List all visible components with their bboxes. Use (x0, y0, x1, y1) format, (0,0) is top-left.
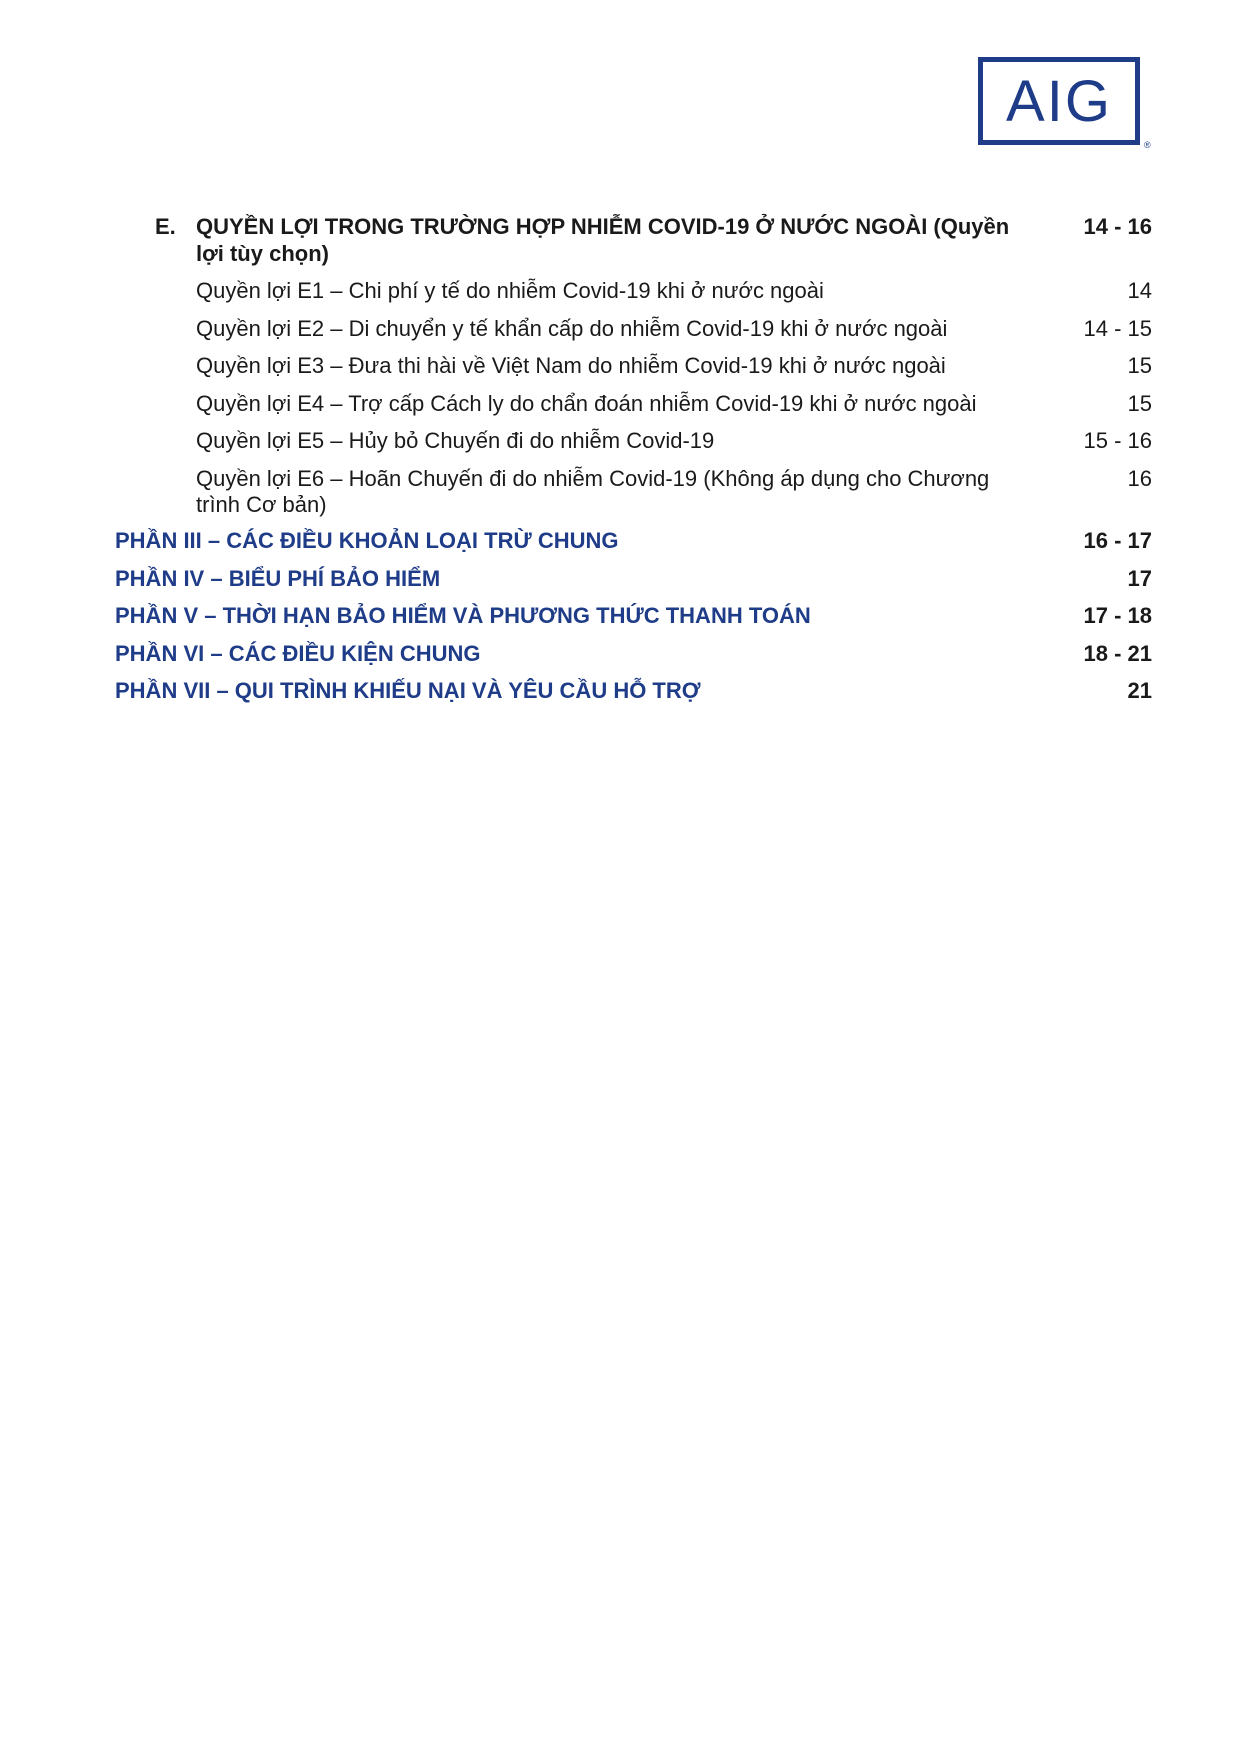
toc-part-label: PHẦN V – THỜI HẠN BẢO HIỂM VÀ PHƯƠNG THỨC THANH TOÁN (115, 603, 811, 628)
toc-item-label: Quyền lợi E1 – Chi phí y tế do nhiễm Covid-19 khi ở nước ngoài (196, 278, 824, 303)
toc-part-pages: 17 - 18 (1083, 603, 1152, 628)
toc-item-label: Quyền lợi E3 – Đưa thi hài về Việt Nam do nhiễm Covid-19 khi ở nước ngoài (196, 353, 946, 378)
section-pages: 14 - 16 (1083, 214, 1152, 239)
toc-part-pages: 17 (1127, 566, 1152, 591)
aig-logo (978, 57, 1140, 145)
section-title-line1: QUYỀN LỢI TRONG TRƯỜNG HỢP NHIỄM COVID-19 Ở NƯỚC NGOÀI (Quyền (196, 214, 1010, 239)
toc-item-label-line2: trình Cơ bản) (196, 492, 327, 517)
toc-part-label: PHẦN VI – CÁC ĐIỀU KIỆN CHUNG (115, 641, 481, 666)
toc-item-pages: 16 (1127, 466, 1152, 491)
toc-part-pages: 16 - 17 (1083, 528, 1152, 553)
toc-item-pages: 15 - 16 (1083, 428, 1152, 453)
toc-item-label: Quyền lợi E5 – Hủy bỏ Chuyến đi do nhiễm Covid-19 (196, 428, 715, 453)
toc-item-pages: 14 (1127, 278, 1152, 303)
toc-item-pages: 15 (1127, 391, 1152, 416)
registered-mark: ® (1144, 140, 1151, 150)
section-letter: E. (155, 214, 176, 239)
toc-part-label: PHẦN III – CÁC ĐIỀU KHOẢN LOẠI TRỪ CHUNG (115, 528, 619, 553)
toc-item-label: Quyền lợi E2 – Di chuyển y tế khẩn cấp do nhiễm Covid-19 khi ở nước ngoài (196, 316, 948, 341)
toc-part-label: PHẦN IV – BIỂU PHÍ BẢO HIỂM (115, 566, 441, 591)
toc-item-label-line1: Quyền lợi E6 – Hoãn Chuyến đi do nhiễm Covid-19 (Không áp dụng cho Chương (196, 466, 990, 491)
toc-part-pages: 21 (1127, 678, 1152, 703)
section-title-line2: lợi tùy chọn) (196, 241, 329, 266)
toc-part-label: PHẦN VII – QUI TRÌNH KHIẾU NẠI VÀ YÊU CẦU HỖ TRỢ (115, 678, 701, 703)
toc-item-pages: 14 - 15 (1083, 316, 1152, 341)
toc-part-pages: 18 - 21 (1083, 641, 1152, 666)
logo-text: AIG (1006, 69, 1112, 134)
toc-item-pages: 15 (1127, 353, 1152, 378)
toc-item-label: Quyền lợi E4 – Trợ cấp Cách ly do chẩn đoán nhiễm Covid-19 khi ở nước ngoài (196, 391, 977, 416)
